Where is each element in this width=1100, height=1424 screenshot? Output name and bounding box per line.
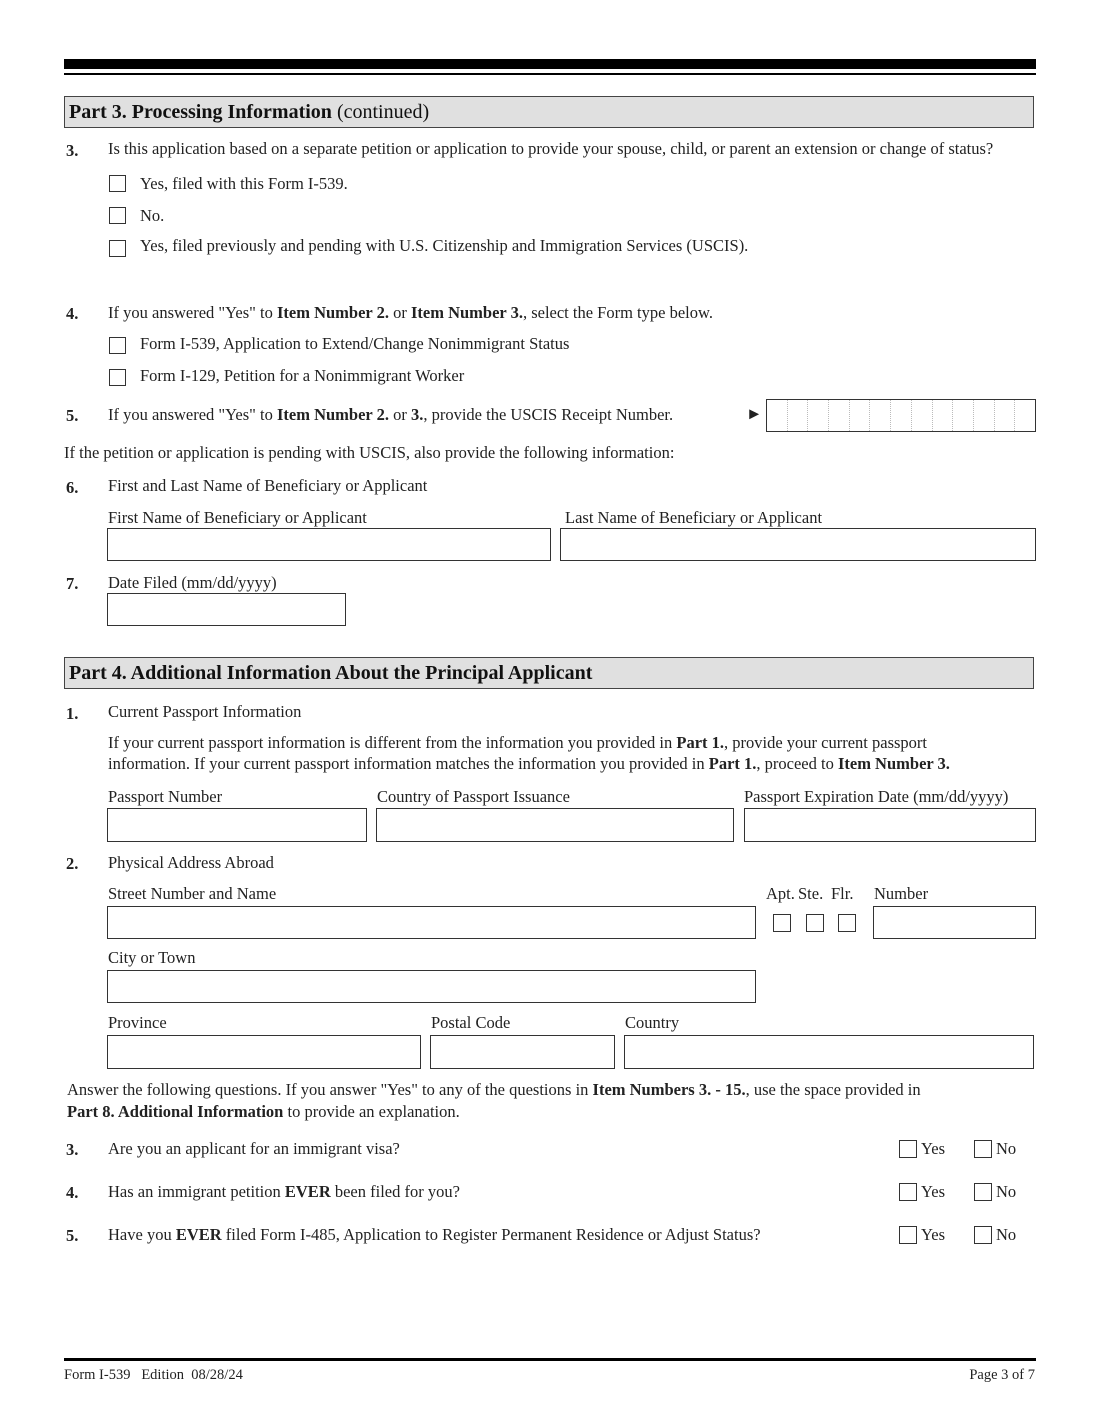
province-label: Province [108, 1013, 167, 1032]
instructions-line1: Answer the following questions. If you answer "Yes" to any of the questions in Item Numbers 3. - 15., use the space provided in [67, 1080, 921, 1099]
apt-label: Apt. [766, 884, 795, 903]
item-number: 5. [66, 406, 79, 425]
passport-country-label: Country of Passport Issuance [377, 787, 570, 806]
footer-rule [64, 1358, 1036, 1361]
item-number: 1. [66, 704, 79, 723]
passport-number-input[interactable] [107, 808, 367, 842]
q5-yes-checkbox[interactable] [899, 1226, 917, 1244]
item-number: 4. [66, 304, 79, 323]
part3-title: Part 3. Processing Information [69, 101, 332, 123]
date-filed-label: Date Filed (mm/dd/yyyy) [108, 573, 277, 592]
form-edition: Form I-539 Edition 08/28/24 [64, 1367, 243, 1383]
question-text: Are you an applicant for an immigrant visa? [108, 1139, 400, 1158]
q4-option-checkbox[interactable] [109, 369, 126, 386]
question-text: Physical Address Abroad [108, 853, 274, 872]
first-name-label: First Name of Beneficiary or Applicant [108, 508, 367, 527]
last-name-input[interactable] [560, 528, 1036, 561]
ste-label: Ste. [798, 884, 824, 903]
item-number: 3. [66, 141, 79, 160]
part4-header [64, 657, 1034, 689]
flr-label: Flr. [831, 884, 854, 903]
flr-checkbox[interactable] [838, 914, 856, 932]
page-number: Page 3 of 7 [969, 1367, 1035, 1383]
ste-checkbox[interactable] [806, 914, 824, 932]
question-text: Has an immigrant petition EVER been filed for you? [108, 1182, 460, 1201]
option-label: Yes, filed previously and pending with U.S. Citizenship and Immigration Services (USCIS). [140, 236, 749, 255]
header-rule-thick [64, 59, 1036, 69]
question-text: If you answered "Yes" to Item Number 2. or 3., provide the USCIS Receipt Number. [108, 405, 674, 424]
option-label: No. [140, 206, 165, 225]
arrow-right-icon: ► [746, 404, 763, 423]
postal-code-input[interactable] [430, 1035, 615, 1069]
receipt-number-input[interactable] [766, 399, 1036, 432]
passport-instructions-line2: information. If your current passport information matches the information you provided in Part 1., proceed to Item Number 3. [108, 754, 950, 773]
header-rule-thin [64, 73, 1036, 75]
item-number: 5. [66, 1226, 79, 1245]
q4-yes-checkbox[interactable] [899, 1183, 917, 1201]
q4-no-checkbox[interactable] [974, 1183, 992, 1201]
option-label: Yes, filed with this Form I-539. [140, 174, 348, 193]
question-text: Current Passport Information [108, 702, 302, 721]
yes-label: Yes [921, 1225, 946, 1244]
part4-title: Part 4. Additional Information About the Principal Applicant [69, 662, 593, 684]
option-label: Form I-539, Application to Extend/Change Nonimmigrant Status [140, 334, 570, 353]
no-label: No [996, 1225, 1017, 1244]
passport-expiration-label: Passport Expiration Date (mm/dd/yyyy) [744, 787, 1009, 806]
q3-yes-checkbox[interactable] [899, 1140, 917, 1158]
q3-option-checkbox[interactable] [109, 240, 126, 257]
question-text: First and Last Name of Beneficiary or Applicant [108, 476, 428, 495]
date-filed-input[interactable] [107, 593, 346, 626]
passport-instructions-line1: If your current passport information is different from the information you provided in Part 1., provide your current passport [108, 733, 928, 752]
item-number: 4. [66, 1183, 79, 1202]
instructions-line2: Part 8. Additional Information to provide an explanation. [67, 1102, 460, 1121]
province-input[interactable] [107, 1035, 421, 1069]
passport-country-input[interactable] [376, 808, 734, 842]
question-text: Have you EVER filed Form I-485, Application to Register Permanent Residence or Adjust Status? [108, 1225, 761, 1244]
q5-no-checkbox[interactable] [974, 1226, 992, 1244]
number-label: Number [874, 884, 929, 903]
first-name-input[interactable] [107, 528, 551, 561]
q3-option-checkbox[interactable] [109, 207, 126, 224]
item-number: 7. [66, 574, 79, 593]
question-text: Is this application based on a separate petition or application to provide your spouse, child, or parent an extension or change of status? [108, 139, 994, 158]
yes-label: Yes [921, 1139, 946, 1158]
street-label: Street Number and Name [108, 884, 277, 903]
item-number: 2. [66, 854, 79, 873]
city-label: City or Town [108, 948, 196, 967]
pending-note: If the petition or application is pending with USCIS, also provide the following information: [64, 443, 675, 462]
street-input[interactable] [107, 906, 756, 939]
country-input[interactable] [624, 1035, 1034, 1069]
item-number: 6. [66, 478, 79, 497]
q3-option-checkbox[interactable] [109, 175, 126, 192]
no-label: No [996, 1139, 1017, 1158]
part3-title-suffix: (continued) [331, 101, 430, 123]
part3-header [64, 96, 1034, 128]
question-text: If you answered "Yes" to Item Number 2. or Item Number 3., select the Form type below. [108, 303, 713, 322]
last-name-label: Last Name of Beneficiary or Applicant [565, 508, 823, 527]
q3-no-checkbox[interactable] [974, 1140, 992, 1158]
item-number: 3. [66, 1140, 79, 1159]
no-label: No [996, 1182, 1017, 1201]
country-label: Country [625, 1013, 680, 1032]
passport-number-label: Passport Number [108, 787, 223, 806]
unit-number-input[interactable] [873, 906, 1036, 939]
passport-expiration-input[interactable] [744, 808, 1036, 842]
option-label: Form I-129, Petition for a Nonimmigrant Worker [140, 366, 465, 385]
yes-label: Yes [921, 1182, 946, 1201]
postal-code-label: Postal Code [431, 1013, 511, 1032]
apt-checkbox[interactable] [773, 914, 791, 932]
city-input[interactable] [107, 970, 756, 1003]
q4-option-checkbox[interactable] [109, 337, 126, 354]
